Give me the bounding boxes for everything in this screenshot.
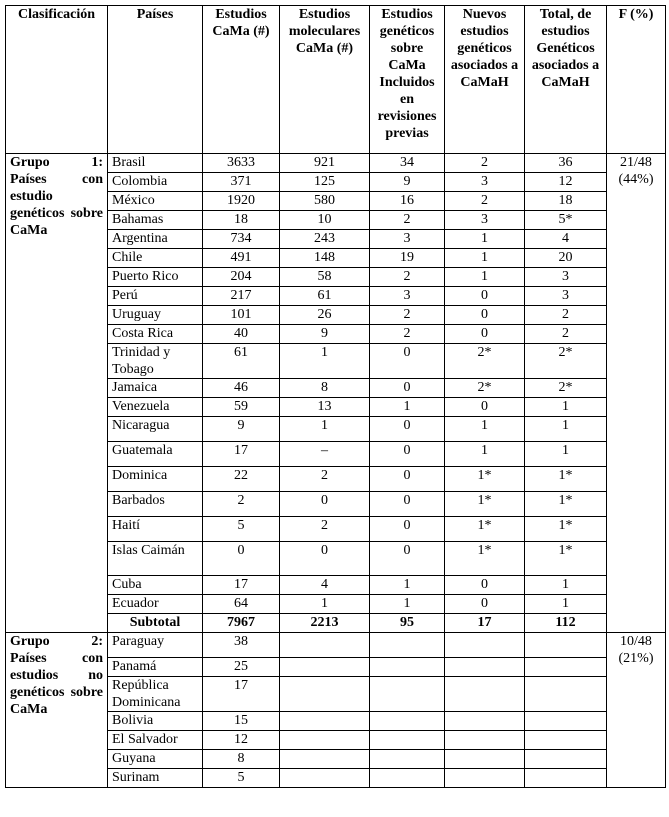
empty-cell xyxy=(445,750,525,769)
empty-cell xyxy=(445,633,525,658)
header-total: Total, de estudios Genéticos asociados a CaMaH xyxy=(525,6,607,154)
moleculares-cell: 10 xyxy=(280,211,370,230)
nuevos-cell: 2 xyxy=(445,192,525,211)
group-2-label: Grupo 2: Países con estudios no genéticos sobre CaMa xyxy=(6,633,108,788)
moleculares-cell: 1 xyxy=(280,344,370,379)
incluidos-cell: 0 xyxy=(370,492,445,517)
country-cell: Chile xyxy=(108,249,203,268)
empty-cell xyxy=(525,750,607,769)
total-cell: 20 xyxy=(525,249,607,268)
total-cell: 2 xyxy=(525,306,607,325)
country-cell: Panamá xyxy=(108,658,203,677)
country-cell: Venezuela xyxy=(108,398,203,417)
genetic-studies-table xyxy=(5,5,666,788)
incluidos-cell: 1 xyxy=(370,595,445,614)
incluidos-cell: 0 xyxy=(370,517,445,542)
subtotal-estudios: 7967 xyxy=(203,614,280,633)
nuevos-cell: 1* xyxy=(445,467,525,492)
moleculares-cell: 9 xyxy=(280,325,370,344)
incluidos-cell: 3 xyxy=(370,230,445,249)
header-incluidos: Estudios genéticos sobre CaMa Incluidos en revisiones previas xyxy=(370,6,445,154)
moleculares-cell: 921 xyxy=(280,154,370,173)
country-cell: Barbados xyxy=(108,492,203,517)
country-cell: Bahamas xyxy=(108,211,203,230)
incluidos-cell: 16 xyxy=(370,192,445,211)
header-paises: Países xyxy=(108,6,203,154)
total-cell: 1* xyxy=(525,542,607,576)
nuevos-cell: 3 xyxy=(445,211,525,230)
estudios-cell: 5 xyxy=(203,517,280,542)
country-cell: Paraguay xyxy=(108,633,203,658)
empty-cell xyxy=(525,712,607,731)
country-cell: Brasil xyxy=(108,154,203,173)
empty-cell xyxy=(525,731,607,750)
nuevos-cell: 1* xyxy=(445,542,525,576)
moleculares-cell: 148 xyxy=(280,249,370,268)
header-row xyxy=(6,6,666,154)
empty-cell xyxy=(445,677,525,712)
country-cell: México xyxy=(108,192,203,211)
empty-cell xyxy=(370,731,445,750)
header-estudios: Estudios CaMa (#) xyxy=(203,6,280,154)
frequency-fraction: 21/48 xyxy=(620,155,652,170)
subtotal-nuevos: 17 xyxy=(445,614,525,633)
total-cell: 1 xyxy=(525,442,607,467)
table-row xyxy=(6,154,666,173)
country-cell: Perú xyxy=(108,287,203,306)
estudios-cell: 5 xyxy=(203,769,280,788)
nuevos-cell: 1 xyxy=(445,230,525,249)
nuevos-cell: 2* xyxy=(445,379,525,398)
incluidos-cell: 1 xyxy=(370,576,445,595)
estudios-cell: 38 xyxy=(203,633,280,658)
country-cell: Argentina xyxy=(108,230,203,249)
total-cell: 2 xyxy=(525,325,607,344)
estudios-cell: 64 xyxy=(203,595,280,614)
country-cell: Surinam xyxy=(108,769,203,788)
nuevos-cell: 0 xyxy=(445,576,525,595)
incluidos-cell: 2 xyxy=(370,211,445,230)
empty-cell xyxy=(370,633,445,658)
estudios-cell: 12 xyxy=(203,731,280,750)
table-row xyxy=(6,633,666,658)
estudios-cell: 491 xyxy=(203,249,280,268)
moleculares-cell: 1 xyxy=(280,595,370,614)
moleculares-cell: 1 xyxy=(280,417,370,442)
estudios-cell: 101 xyxy=(203,306,280,325)
incluidos-cell: 2 xyxy=(370,325,445,344)
incluidos-cell: 2 xyxy=(370,306,445,325)
nuevos-cell: 2 xyxy=(445,154,525,173)
estudios-cell: 46 xyxy=(203,379,280,398)
empty-cell xyxy=(280,750,370,769)
total-cell: 1 xyxy=(525,595,607,614)
group-1-label: Grupo 1: Países con estudio genéticos sobre CaMa xyxy=(6,154,108,633)
header-moleculares: Estudios moleculares CaMa (#) xyxy=(280,6,370,154)
incluidos-cell: 19 xyxy=(370,249,445,268)
total-cell: 4 xyxy=(525,230,607,249)
header-clasificacion: Clasificación xyxy=(6,6,108,154)
total-cell: 1* xyxy=(525,517,607,542)
header-nuevos: Nuevos estudios genéticos asociados a CaMaH xyxy=(445,6,525,154)
empty-cell xyxy=(445,658,525,677)
country-cell: Guyana xyxy=(108,750,203,769)
country-cell: Colombia xyxy=(108,173,203,192)
empty-cell xyxy=(525,769,607,788)
country-cell: Haití xyxy=(108,517,203,542)
estudios-cell: 2 xyxy=(203,492,280,517)
total-cell: 1* xyxy=(525,467,607,492)
moleculares-cell: 580 xyxy=(280,192,370,211)
empty-cell xyxy=(525,658,607,677)
subtotal-total: 112 xyxy=(525,614,607,633)
moleculares-cell: 125 xyxy=(280,173,370,192)
frequency-percent: (44%) xyxy=(618,172,654,187)
empty-cell xyxy=(370,677,445,712)
country-cell: República Dominicana xyxy=(108,677,203,712)
moleculares-cell: 13 xyxy=(280,398,370,417)
estudios-cell: 734 xyxy=(203,230,280,249)
estudios-cell: 371 xyxy=(203,173,280,192)
country-cell: Uruguay xyxy=(108,306,203,325)
estudios-cell: 17 xyxy=(203,576,280,595)
empty-cell xyxy=(445,731,525,750)
total-cell: 1 xyxy=(525,417,607,442)
country-cell: Cuba xyxy=(108,576,203,595)
total-cell: 1 xyxy=(525,398,607,417)
nuevos-cell: 0 xyxy=(445,287,525,306)
estudios-cell: 22 xyxy=(203,467,280,492)
nuevos-cell: 0 xyxy=(445,325,525,344)
header-f: F (%) xyxy=(607,6,666,154)
nuevos-cell: 0 xyxy=(445,306,525,325)
estudios-cell: 17 xyxy=(203,677,280,712)
empty-cell xyxy=(370,658,445,677)
country-cell: El Salvador xyxy=(108,731,203,750)
subtotal-moleculares: 2213 xyxy=(280,614,370,633)
nuevos-cell: 0 xyxy=(445,398,525,417)
moleculares-cell: 8 xyxy=(280,379,370,398)
moleculares-cell: 0 xyxy=(280,492,370,517)
country-cell: Costa Rica xyxy=(108,325,203,344)
frequency-percent: (21%) xyxy=(618,651,654,666)
empty-cell xyxy=(370,769,445,788)
estudios-cell: 25 xyxy=(203,658,280,677)
country-cell: Trinidad y Tobago xyxy=(108,344,203,379)
total-cell: 36 xyxy=(525,154,607,173)
country-cell: Bolivia xyxy=(108,712,203,731)
subtotal-label: Subtotal xyxy=(108,614,203,633)
nuevos-cell: 1 xyxy=(445,249,525,268)
nuevos-cell: 1 xyxy=(445,417,525,442)
group-2-frequency xyxy=(607,633,666,788)
group-1-frequency xyxy=(607,154,666,633)
estudios-cell: 1920 xyxy=(203,192,280,211)
total-cell: 5* xyxy=(525,211,607,230)
country-cell: Islas Caimán xyxy=(108,542,203,576)
nuevos-cell: 1 xyxy=(445,442,525,467)
estudios-cell: 217 xyxy=(203,287,280,306)
nuevos-cell: 2* xyxy=(445,344,525,379)
incluidos-cell: 9 xyxy=(370,173,445,192)
nuevos-cell: 0 xyxy=(445,595,525,614)
total-cell: 3 xyxy=(525,287,607,306)
estudios-cell: 17 xyxy=(203,442,280,467)
moleculares-cell: 243 xyxy=(280,230,370,249)
incluidos-cell: 0 xyxy=(370,379,445,398)
estudios-cell: 15 xyxy=(203,712,280,731)
estudios-cell: 40 xyxy=(203,325,280,344)
empty-cell xyxy=(525,633,607,658)
country-cell: Dominica xyxy=(108,467,203,492)
empty-cell xyxy=(445,769,525,788)
country-cell: Ecuador xyxy=(108,595,203,614)
frequency-fraction: 10/48 xyxy=(620,634,652,649)
total-cell: 18 xyxy=(525,192,607,211)
moleculares-cell: 2 xyxy=(280,467,370,492)
estudios-cell: 61 xyxy=(203,344,280,379)
estudios-cell: 204 xyxy=(203,268,280,287)
total-cell: 2* xyxy=(525,344,607,379)
empty-cell xyxy=(280,769,370,788)
moleculares-cell: 2 xyxy=(280,517,370,542)
incluidos-cell: 0 xyxy=(370,417,445,442)
incluidos-cell: 0 xyxy=(370,442,445,467)
incluidos-cell: 2 xyxy=(370,268,445,287)
moleculares-cell: 61 xyxy=(280,287,370,306)
nuevos-cell: 1* xyxy=(445,492,525,517)
moleculares-cell: – xyxy=(280,442,370,467)
moleculares-cell: 58 xyxy=(280,268,370,287)
empty-cell xyxy=(525,677,607,712)
incluidos-cell: 1 xyxy=(370,398,445,417)
moleculares-cell: 26 xyxy=(280,306,370,325)
estudios-cell: 8 xyxy=(203,750,280,769)
incluidos-cell: 34 xyxy=(370,154,445,173)
total-cell: 2* xyxy=(525,379,607,398)
subtotal-incluidos: 95 xyxy=(370,614,445,633)
nuevos-cell: 3 xyxy=(445,173,525,192)
estudios-cell: 18 xyxy=(203,211,280,230)
incluidos-cell: 0 xyxy=(370,467,445,492)
empty-cell xyxy=(370,750,445,769)
nuevos-cell: 1 xyxy=(445,268,525,287)
total-cell: 1* xyxy=(525,492,607,517)
empty-cell xyxy=(280,712,370,731)
total-cell: 3 xyxy=(525,268,607,287)
empty-cell xyxy=(280,658,370,677)
empty-cell xyxy=(370,712,445,731)
country-cell: Nicaragua xyxy=(108,417,203,442)
country-cell: Jamaica xyxy=(108,379,203,398)
estudios-cell: 3633 xyxy=(203,154,280,173)
empty-cell xyxy=(280,633,370,658)
moleculares-cell: 4 xyxy=(280,576,370,595)
incluidos-cell: 0 xyxy=(370,344,445,379)
estudios-cell: 59 xyxy=(203,398,280,417)
empty-cell xyxy=(280,677,370,712)
country-cell: Puerto Rico xyxy=(108,268,203,287)
nuevos-cell: 1* xyxy=(445,517,525,542)
empty-cell xyxy=(280,731,370,750)
country-cell: Guatemala xyxy=(108,442,203,467)
total-cell: 1 xyxy=(525,576,607,595)
incluidos-cell: 3 xyxy=(370,287,445,306)
total-cell: 12 xyxy=(525,173,607,192)
estudios-cell: 9 xyxy=(203,417,280,442)
estudios-cell: 0 xyxy=(203,542,280,576)
moleculares-cell: 0 xyxy=(280,542,370,576)
incluidos-cell: 0 xyxy=(370,542,445,576)
empty-cell xyxy=(445,712,525,731)
